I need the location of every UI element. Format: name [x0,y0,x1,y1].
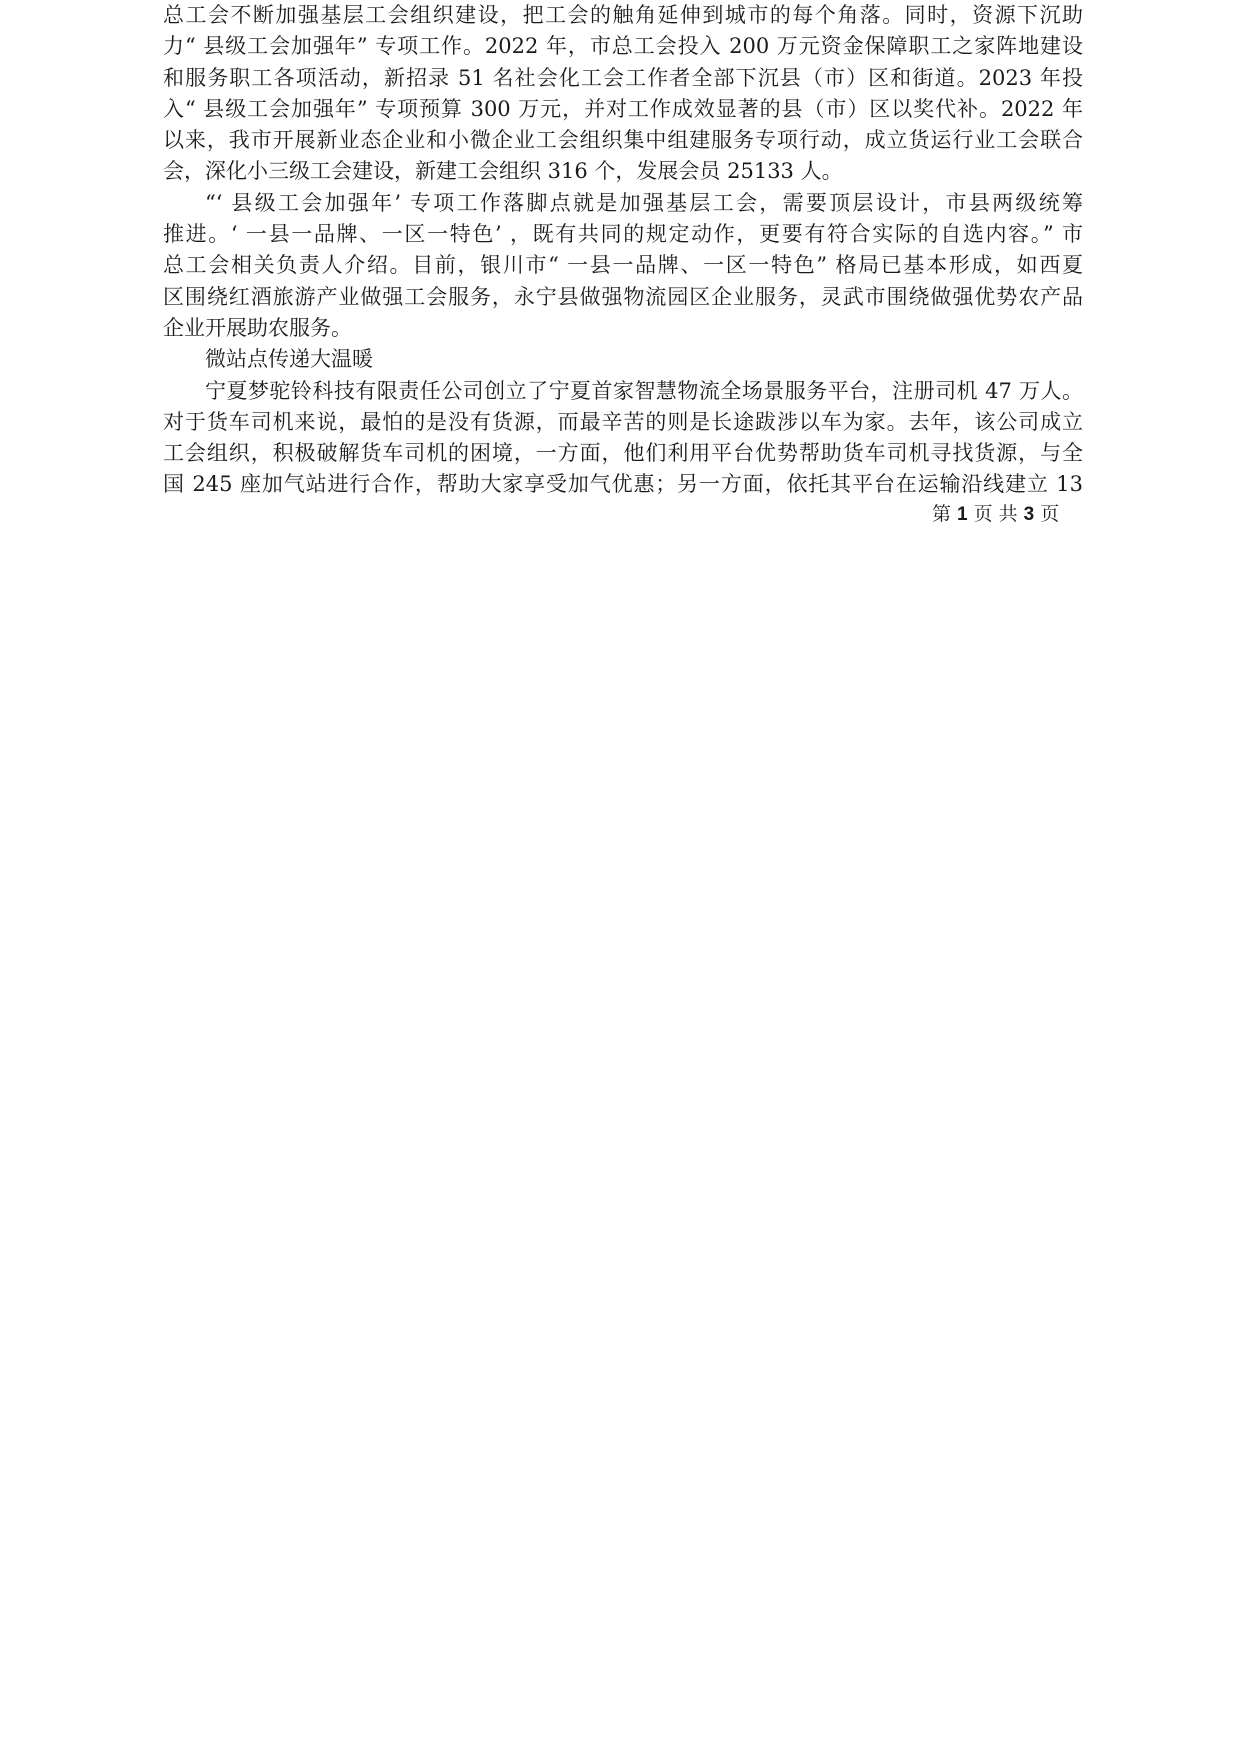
section-heading-text: 微站点传递大温暖 [205,347,373,372]
text-line: 区围绕红酒旅游产业做强工会服务，永宁县做强物流园区企业服务，灵武市围绕做强优势农产品 [163,284,1083,309]
text-line: 和服务职工各项活动，新招录 51 名社会化工会工作者全部下沉县（市）区和街道。2023 年投 [163,65,1083,90]
document-body [163,0,1083,501]
text-line: 入“ 县级工会加强年” 专项预算 300 万元，并对工作成效显著的县（市）区以奖代补。2022 年 [163,96,1083,121]
total-page-number: 3 [1023,504,1035,525]
paragraph-2 [163,188,1083,344]
page-number-prefix: 第 [932,503,952,525]
text-line: 总工会不断加强基层工会组织建设，把工会的触角延伸到城市的每个角落。同时，资源下沉助 [163,3,1083,27]
text-line: 企业开展助农服务。 [163,315,352,340]
page-number-suffix: 页 [1040,503,1060,525]
text-line: “‘ 县级工会加强年’ 专项工作落脚点就是加强基层工会，需要顶层设计，市县两级统筹 [205,190,1083,215]
text-line: 工会组织，积极破解货车司机的困境，一方面，他们利用平台优势帮助货车司机寻找货源，与全 [163,441,1083,466]
text-line: 总工会相关负责人介绍。目前，银川市“ 一县一品牌、一区一特色” 格局已基本形成，如西夏 [163,253,1083,278]
section-heading [163,344,1083,375]
paragraph-3 [163,376,1083,501]
page-footer [932,502,1059,527]
page-number-middle: 页 共 [973,503,1018,525]
text-line: 力“ 县级工会加强年” 专项工作。2022 年，市总工会投入 200 万元资金保障职工之家阵地建设 [163,34,1083,59]
paragraph-1 [163,0,1083,188]
text-line: 推进。‘ 一县一品牌、一区一特色’ ，既有共同的规定动作，更要有符合实际的自选内容。” 市 [163,222,1083,247]
text-line: 国 245 座加气站进行合作，帮助大家享受加气优惠；另一方面，依托其平台在运输沿线建立 13 [163,472,1083,497]
text-line: 会，深化小三级工会建设，新建工会组织 316 个，发展会员 25133 人。 [163,159,843,184]
text-line: 宁夏梦驼铃科技有限责任公司创立了宁夏首家智慧物流全场景服务平台，注册司机 47 万人。 [205,378,1083,403]
text-line: 对于货车司机来说，最怕的是没有货源，而最辛苦的则是长途跋涉以车为家。去年，该公司成立 [163,409,1083,434]
current-page-number: 1 [957,504,968,525]
text-line: 以来，我市开展新业态企业和小微企业工会组织集中组建服务专项行动，成立货运行业工会联合 [163,128,1083,153]
